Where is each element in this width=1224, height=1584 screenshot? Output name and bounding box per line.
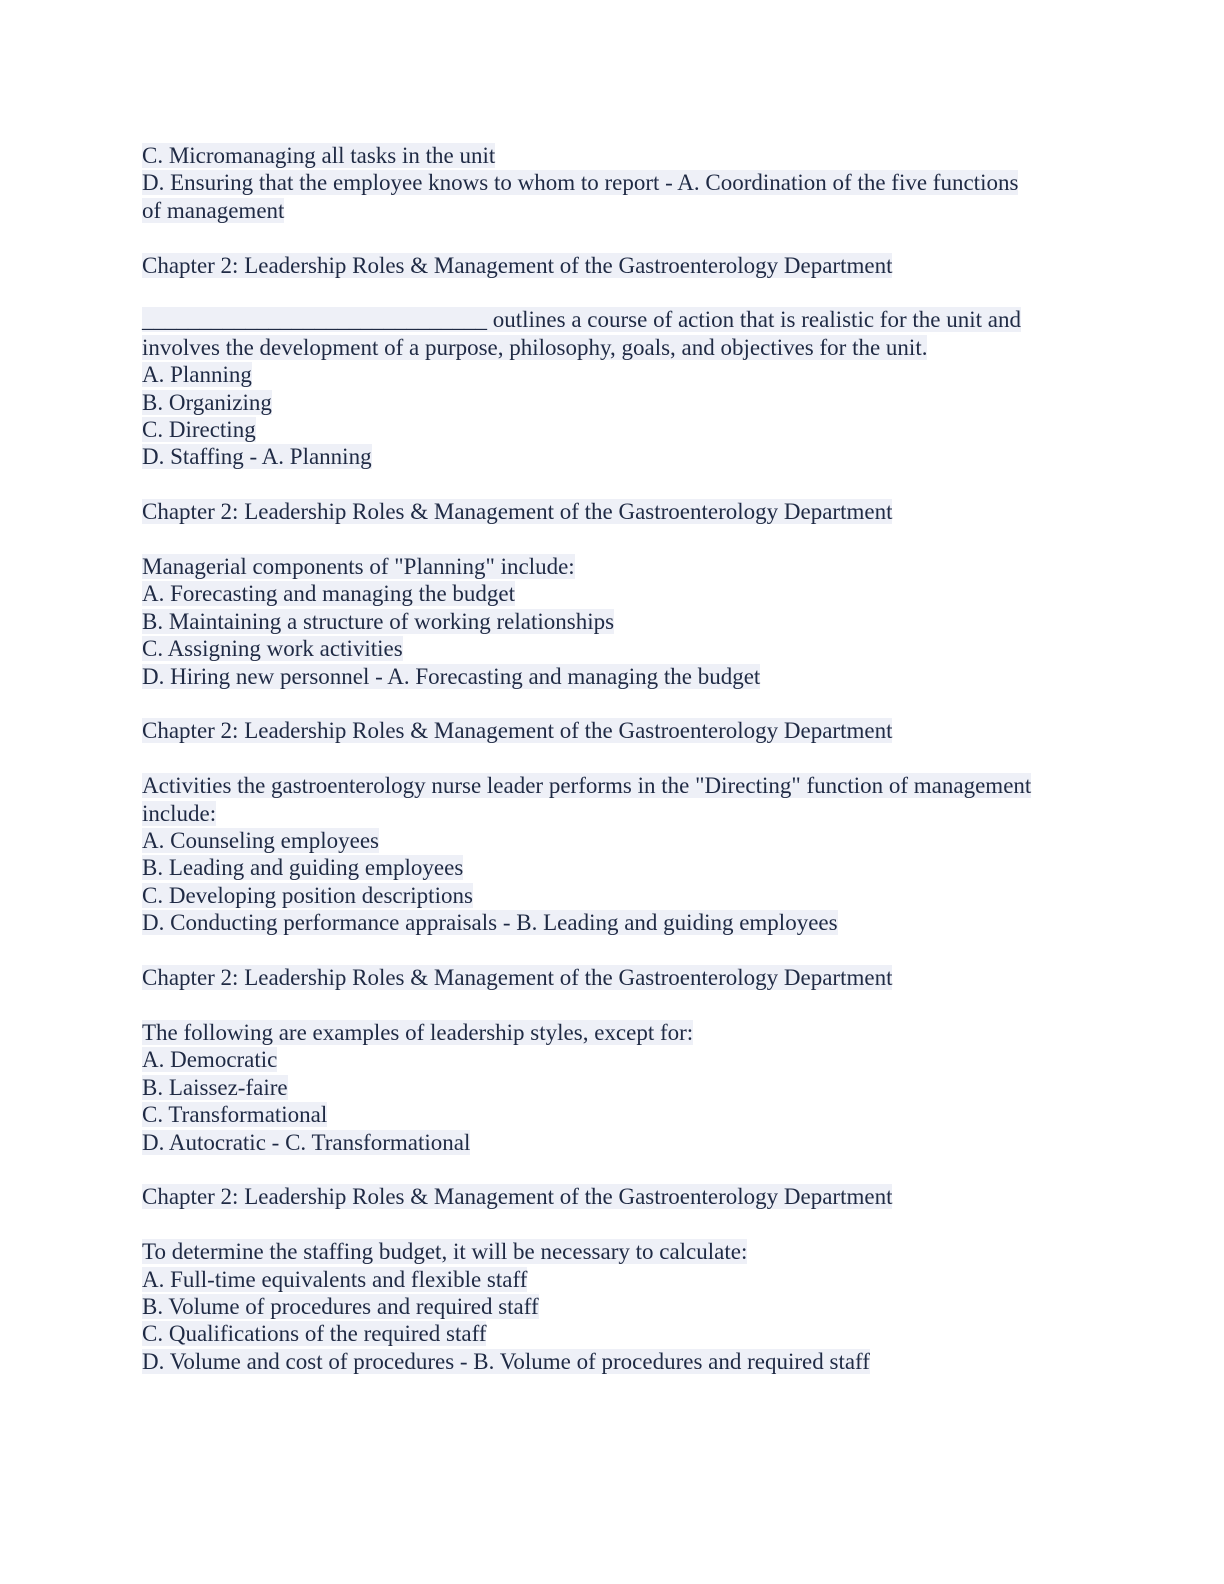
chapter-heading: Chapter 2: Leadership Roles & Management of the Gastroenterology Department — [142, 1184, 893, 1210]
question-stem: ______________________________ outlines a course of action that is realistic for the unit and — [142, 307, 1021, 333]
spacer — [142, 279, 1077, 306]
chapter-heading: Chapter 2: Leadership Roles & Management of the Gastroenterology Department — [142, 718, 893, 744]
question-block — [142, 964, 1077, 1156]
question-block — [142, 252, 1077, 471]
option-d-answer: D. Staffing - A. Planning — [142, 444, 372, 470]
option-a: A. Democratic — [142, 1047, 278, 1073]
spacer — [142, 690, 1077, 717]
option-c: C. Micromanaging all tasks in the unit — [142, 143, 496, 168]
question-stem: Managerial components of "Planning" include: — [142, 554, 575, 580]
option-a: A. Counseling employees — [142, 828, 379, 854]
option-d-answer: D. Conducting performance appraisals - B. Leading and guiding employees — [142, 910, 838, 936]
question-block — [142, 498, 1077, 690]
question-block — [142, 717, 1077, 936]
option-c: C. Assigning work activities — [142, 636, 403, 662]
option-d-answer: D. Volume and cost of procedures - B. Volume of procedures and required staff — [142, 1348, 870, 1374]
option-c: C. Directing — [142, 417, 256, 443]
option-c: C. Transformational — [142, 1102, 328, 1128]
question-stem: To determine the staffing budget, it will be necessary to calculate: — [142, 1239, 748, 1265]
previous-question-fragment — [142, 142, 1077, 224]
option-b: B. Volume of procedures and required staff — [142, 1293, 539, 1319]
option-a: A. Full-time equivalents and flexible staff — [142, 1266, 528, 1292]
chapter-heading: Chapter 2: Leadership Roles & Management of the Gastroenterology Department — [142, 965, 893, 991]
spacer — [142, 1211, 1077, 1238]
option-d-answer-continued: of management — [142, 197, 285, 223]
spacer — [142, 526, 1077, 553]
option-d-answer: D. Ensuring that the employee knows to whom to report - A. Coordination of the five functions — [142, 170, 1019, 196]
option-a: A. Forecasting and managing the budget — [142, 581, 516, 607]
option-c: C. Developing position descriptions — [142, 882, 473, 908]
option-a: A. Planning — [142, 362, 252, 388]
question-stem: Activities the gastroenterology nurse leader performs in the "Directing" function of management — [142, 773, 1032, 799]
option-b: B. Maintaining a structure of working relationships — [142, 608, 615, 634]
chapter-heading: Chapter 2: Leadership Roles & Management of the Gastroenterology Department — [142, 499, 893, 525]
option-b: B. Leading and guiding employees — [142, 855, 464, 881]
document-page — [142, 142, 1077, 1375]
question-block — [142, 1183, 1077, 1375]
option-b: B. Laissez-faire — [142, 1074, 288, 1100]
option-d-answer: D. Autocratic - C. Transformational — [142, 1129, 471, 1155]
spacer — [142, 224, 1077, 251]
option-b: B. Organizing — [142, 389, 272, 415]
spacer — [142, 991, 1077, 1018]
option-d-answer: D. Hiring new personnel - A. Forecasting and managing the budget — [142, 663, 761, 689]
option-c: C. Qualifications of the required staff — [142, 1321, 487, 1347]
question-stem: The following are examples of leadership styles, except for: — [142, 1019, 694, 1045]
question-stem-continued: include: — [142, 800, 217, 826]
spacer — [142, 937, 1077, 964]
spacer — [142, 471, 1077, 498]
question-stem-continued: involves the development of a purpose, philosophy, goals, and objectives for the unit. — [142, 334, 928, 360]
spacer — [142, 745, 1077, 772]
spacer — [142, 1156, 1077, 1183]
chapter-heading: Chapter 2: Leadership Roles & Management of the Gastroenterology Department — [142, 252, 893, 278]
